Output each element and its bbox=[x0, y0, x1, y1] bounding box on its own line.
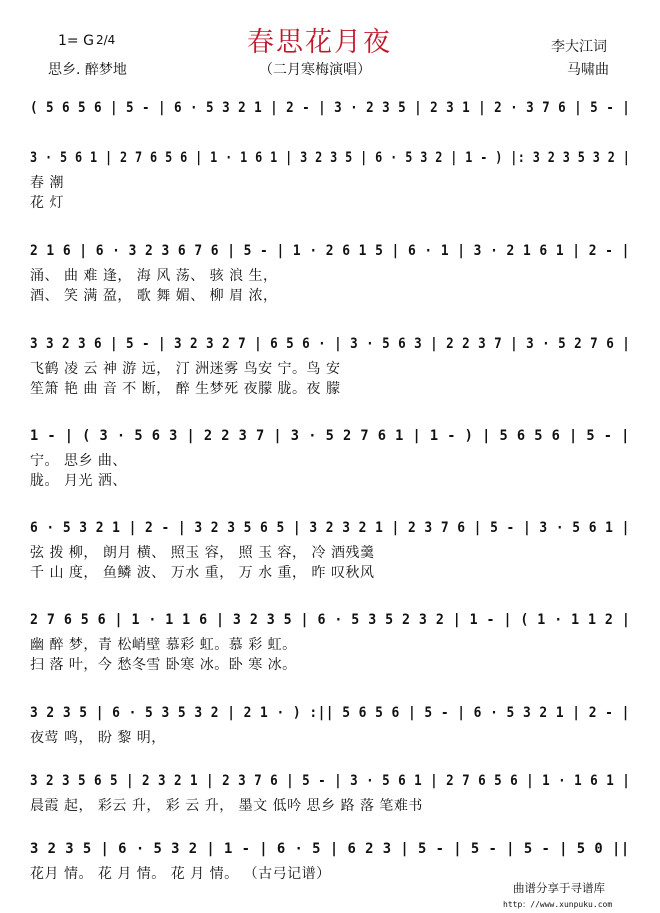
lyric-line: 扫 落 叶，今 愁冬雪 卧寒 冰。卧 寒 冰。 bbox=[30, 657, 297, 673]
share-notice: 曲谱分享于寻谱库 bbox=[513, 881, 605, 895]
notation-line: 2 7 6 5 6 | 1 · 1 1 6 | 3 2 3 5 | 6 · 5 3 5 2 3 2 | 1 - | ( 1 · 1 1 2 | bbox=[30, 612, 631, 628]
lyric-line: 春 潮 bbox=[30, 175, 64, 191]
notation-line: 1 - | ( 3 · 5 6 3 | 2 2 3 7 | 3 · 5 2 7 6 1 | 1 - ) | 5 6 5 6 | 5 - | bbox=[30, 428, 630, 444]
notation-line: ( 5 6 5 6 | 5 - | 6 · 5 3 2 1 | 2 - | 3 · 2 3 5 | 2 3 1 | 2 · 3 7 6 | 5 - | bbox=[30, 100, 631, 116]
time-signature: 2/4 bbox=[96, 33, 116, 47]
lyric-line: 花 灯 bbox=[30, 195, 64, 211]
lyric-line: 涌、 曲 难 逢， 海 风 荡、 骇 浪 生， bbox=[30, 268, 278, 284]
notation-line: 6 · 5 3 2 1 | 2 - | 3 2 3 5 6 5 | 3 2 3 2 1 | 2 3 7 6 | 5 - | 3 · 5 6 1 | bbox=[30, 520, 630, 536]
lyric-line: 夜莺 鸣， 盼 黎 明， bbox=[30, 730, 166, 746]
lyric-line: 弦 拨 柳， 朗月 横、 照玉 容， 照 玉 容， 冷 酒残羹 bbox=[30, 545, 375, 561]
lyric-line: 宁。 思乡 曲、 bbox=[30, 453, 127, 469]
lyric-line: 酒、 笑 满 盈， 歌 舞 媚、 柳 眉 浓， bbox=[30, 288, 278, 304]
lyric-line: 笙箫 艳 曲 音 不 断， 醉 生梦死 夜朦 胧。夜 朦 bbox=[30, 381, 341, 397]
notation-line: 3 2 3 5 | 6 · 5 3 2 | 1 - | 6 · 5 | 6 2 3 | 5 - | 5 - | 5 - | 5 0 || bbox=[30, 841, 630, 857]
key-signature: 1= G bbox=[58, 33, 94, 49]
page-title: 春思花月夜 bbox=[247, 27, 392, 58]
composer: 马啸曲 bbox=[567, 62, 609, 78]
performer: （二月寒梅演唱） bbox=[259, 62, 371, 78]
notation-line: 3 2 3 5 6 5 | 2 3 2 1 | 2 3 7 6 | 5 - | 3 · 5 6 1 | 2 7 6 5 6 | 1 · 1 6 1 | bbox=[30, 773, 631, 789]
lyric-line: 飞鹤 凌 云 神 游 远， 汀 洲迷雾 鸟安 宁。鸟 安 bbox=[30, 361, 341, 377]
notation-line: 3 · 5 6 1 | 2 7 6 5 6 | 1 · 1 6 1 | 3 2 3 5 | 6 · 5 3 2 | 1 - ) |: 3 2 3 5 3 2 | bbox=[30, 150, 631, 166]
lyric-line: 晨霞 起， 彩云 升， 彩 云 升， 墨文 低吟 思乡 路 落 笔难书 bbox=[30, 798, 423, 814]
lyric-line: 幽 醉 梦，青 松峭壁 慕彩 虹。慕 彩 虹。 bbox=[30, 637, 297, 653]
notation-line: 3 2 3 5 | 6 · 5 3 5 3 2 | 2 1 · ) :|| 5 6 5 6 | 5 - | 6 · 5 3 2 1 | 2 - | bbox=[30, 705, 630, 721]
site-url: http：//www.xunpuku.com bbox=[503, 900, 613, 909]
lyric-line: 千 山 度， 鱼鳞 波、 万水 重， 万 水 重， 昨 叹秋风 bbox=[30, 565, 375, 581]
lyricist: 李大江词 bbox=[551, 39, 607, 55]
lyric-line: 胧。 月光 洒、 bbox=[30, 473, 127, 489]
notation-line: 2 1 6 | 6 · 3 2 3 6 7 6 | 5 - | 1 · 2 6 1 5 | 6 · 1 | 3 · 2 1 6 1 | 2 - | bbox=[30, 243, 630, 259]
notation-line: 3 3 2 3 6 | 5 - | 3 2 3 2 7 | 6 5 6 · | 3 · 5 6 3 | 2 2 3 7 | 3 · 5 2 7 6 | bbox=[30, 336, 631, 352]
lyric-line: 花月 情。 花 月 情。 花 月 情。 （古弓记谱） bbox=[30, 866, 331, 882]
mood-marking: 思乡. 醉梦地 bbox=[48, 62, 127, 78]
